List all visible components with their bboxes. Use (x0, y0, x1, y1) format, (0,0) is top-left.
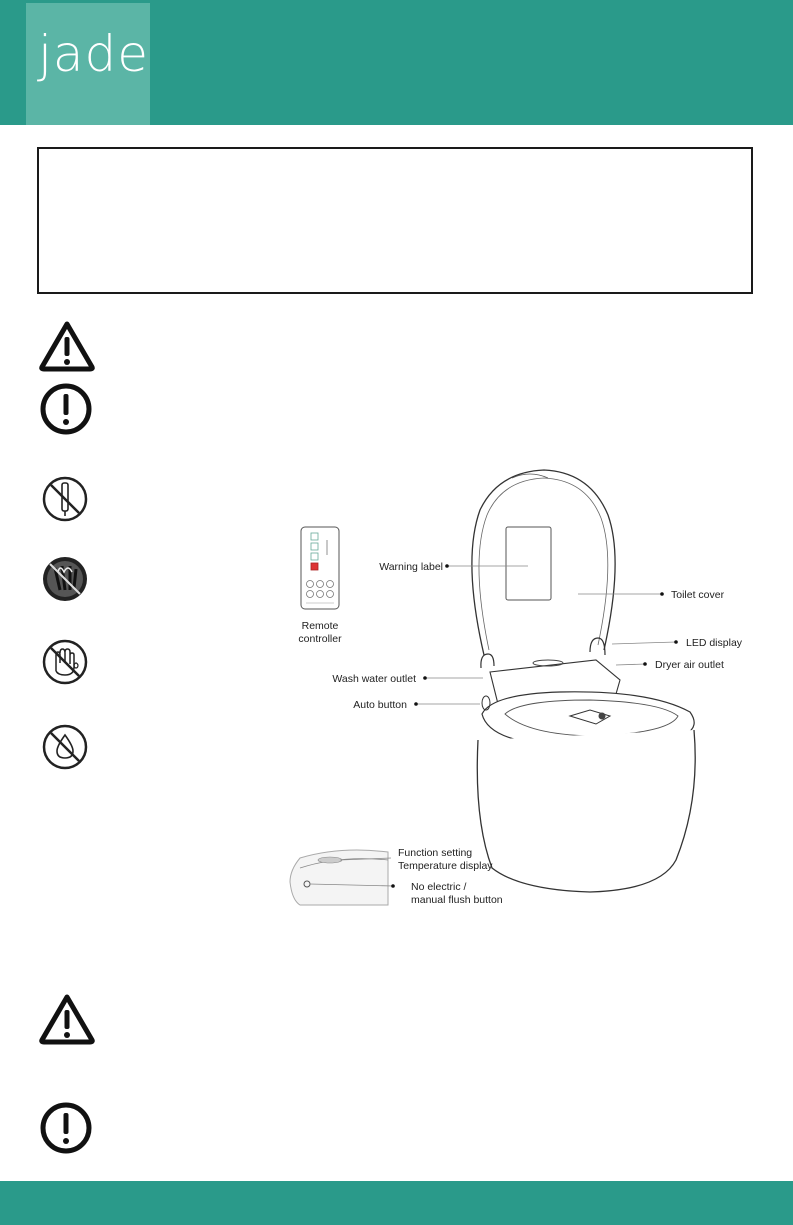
callout-no-electric: No electric / (411, 881, 467, 893)
callout-function-setting: Function setting (398, 847, 473, 859)
callout-wash-water-outlet: Wash water outlet (332, 673, 416, 685)
callout-manual-flush: manual flush button (411, 894, 503, 906)
remote-label-line1: Remote (301, 620, 339, 632)
toilet-illustration (472, 470, 695, 892)
remote-label-line2: controller (298, 633, 342, 645)
callout-temperature-display: Temperature display (398, 860, 493, 872)
side-panel-inset (290, 850, 388, 905)
callout-led-display: LED display (686, 637, 743, 649)
callout-dryer-air-outlet: Dryer air outlet (655, 659, 724, 671)
page-footer (0, 1181, 793, 1225)
callout-toilet-cover: Toilet cover (671, 589, 725, 601)
logo-text: jade (38, 25, 150, 83)
callout-warning-label: Warning label (379, 561, 443, 573)
callout-auto-button: Auto button (353, 699, 407, 711)
remote-controller-illustration (301, 527, 339, 609)
